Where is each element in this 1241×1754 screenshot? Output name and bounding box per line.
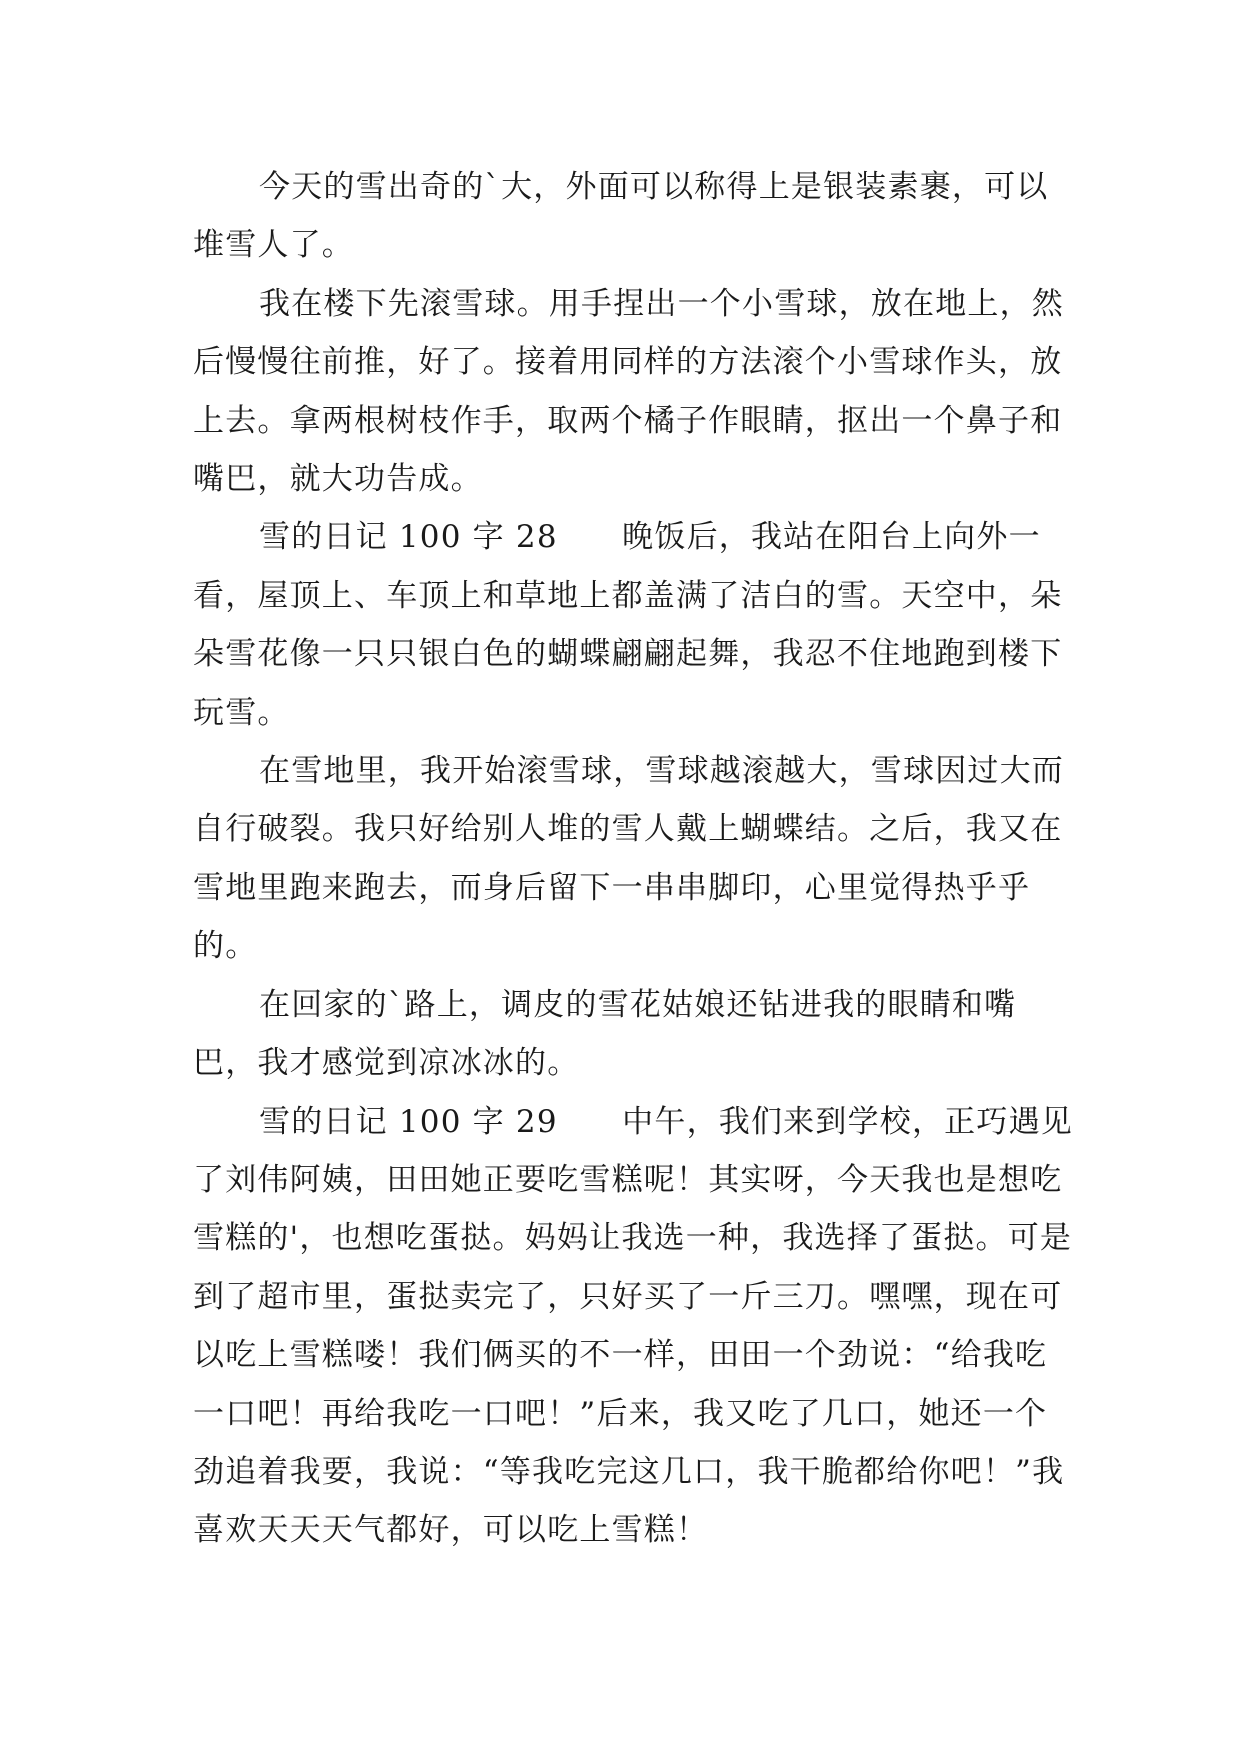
paragraph-6: 雪的日记 100 字 29 中午，我们来到学校，正巧遇见了刘伟阿姨，田田她正要吃雪糕呢！其实呀，今天我也是想吃雪糕的'，也想吃蛋挞。妈妈让我选一种，我选择了蛋挞。可是到了超市里，蛋挞卖完了，只好买了一斤三刀。嘿嘿，现在可以吃上雪糕喽！我们俩买的不一样，田田一个劲说：“给我吃一口吧！再给我吃一口吧！”后来，我又吃了几口，她还一个劲追着我要，我说：“等我吃完这几口，我干脆都给你吧！”我喜欢天天天气都好，可以吃上雪糕！ xyxy=(193,1103,1073,1549)
document-body xyxy=(193,158,1073,1560)
paragraph-1: 今天的雪出奇的`大，外面可以称得上是银装素裹，可以堆雪人了。 xyxy=(193,169,1049,264)
paragraph-3: 雪的日记 100 字 28 晚饭后，我站在阳台上向外一看，屋顶上、车顶上和草地上都盖满了洁白的雪。天空中，朵朵雪花像一只只银白色的蝴蝶翩翩起舞，我忍不住地跑到楼下玩雪。 xyxy=(193,519,1063,731)
paragraph-4: 在雪地里，我开始滚雪球，雪球越滚越大，雪球因过大而自行破裂。我只好给别人堆的雪人戴上蝴蝶结。之后，我又在雪地里跑来跑去，而身后留下一串串脚印，心里觉得热乎乎的。 xyxy=(193,753,1064,965)
paragraph-2: 我在楼下先滚雪球。用手捏出一个小雪球，放在地上，然后慢慢往前推，好了。接着用同样的方法滚个小雪球作头，放上去。拿两根树枝作手，取两个橘子作眼睛，抠出一个鼻子和嘴巴，就大功告成。 xyxy=(193,285,1064,498)
paragraph-5: 在回家的`路上，调皮的雪花姑娘还钻进我的眼睛和嘴巴，我才感觉到凉冰冰的。 xyxy=(193,986,1017,1082)
